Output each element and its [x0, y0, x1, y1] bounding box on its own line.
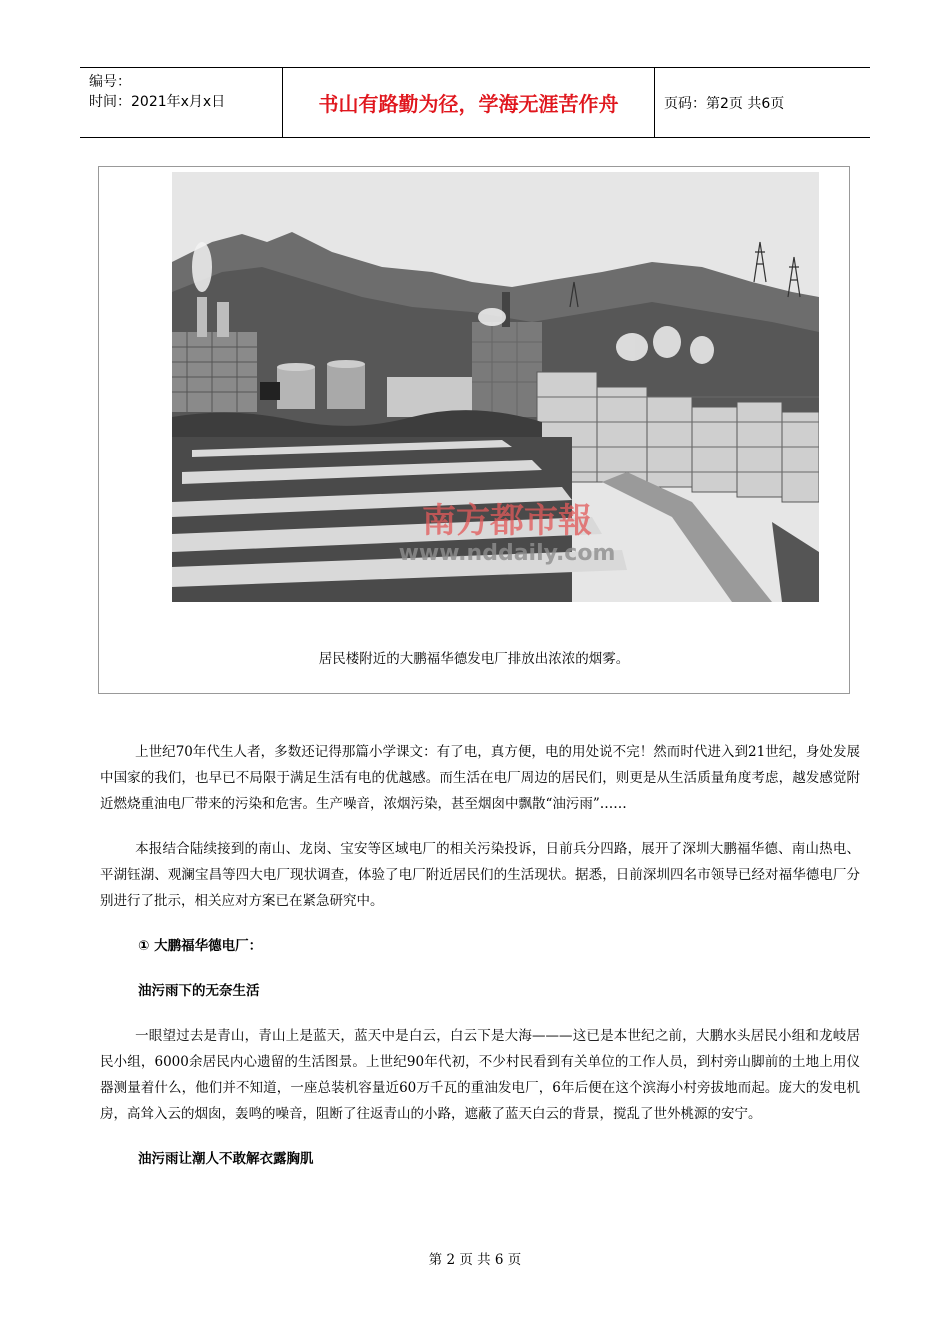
article-body [100, 739, 860, 1191]
header-page-info: 页码：第2页 共6页 [664, 95, 785, 112]
page-header [80, 67, 870, 138]
paragraph-1: 上世纪70年代生人者，多数还记得那篇小学课文：有了电，真方便，电的用处说不完！然而时代进入到21世纪，身处发展中国家的我们，也早已不局限于满足生活有电的优越感。而生活在电厂周边的居民们，则更是从生活质量角度考虑，越发感觉附近燃烧重油电厂带来的污染和危害。生产噪音，浓烟污染，甚至烟囱中飘散“油污雨”…… [100, 744, 860, 812]
subheading-2: 油污雨让潮人不敢解衣露胸肌 [138, 1151, 314, 1167]
photo-caption: 居民楼附近的大鹏福华德发电厂排放出浓浓的烟雾。 [318, 651, 630, 667]
watermark-url: www.nddaily.com [398, 541, 616, 566]
watermark-name: 南方都市報 [422, 501, 592, 541]
photo-figure [98, 166, 850, 694]
page-footer: 第 2 页 共 6 页 [428, 1252, 522, 1268]
header-motto: 书山有路勤为径，学海无涯苦作舟 [282, 68, 655, 137]
paragraph-3: 一眼望过去是青山，青山上是蓝天，蓝天中是白云，白云下是大海———这已是本世纪之前，大鹏水头居民小组和龙岐居民小组，6000余居民内心遗留的生活图景。上世纪90年代初，不少村民看到有关单位的工作人员，到村旁山脚前的土地上用仪器测量着什么，他们并不知道，一座总装机容量近60万千瓦的重油发电厂，6年后便在这个滨海小村旁拔地而起。庞大的发电机房，高耸入云的烟囱，轰鸣的噪音，阻断了往返青山的小路，遮蔽了蓝天白云的背景，搅乱了世外桃源的安宁。 [100, 1028, 860, 1122]
section-heading: ① 大鹏福华德电厂： [138, 938, 263, 954]
number-label: 编号： [89, 74, 131, 90]
subheading-1: 油污雨下的无奈生活 [138, 983, 260, 999]
power-plant-photo [172, 172, 819, 602]
time-label: 时间：2021年x月x日 [89, 94, 226, 110]
header-meta [80, 68, 282, 137]
paragraph-2: 本报结合陆续接到的南山、龙岗、宝安等区域电厂的相关污染投诉，日前兵分四路，展开了深圳大鹏福华德、南山热电、平湖钰湖、观澜宝昌等四大电厂现状调查，体验了电厂附近居民们的生活现状。据悉，日前深圳四名市领导已经对福华德电厂分别进行了批示，相关应对方案已在紧急研究中。 [100, 841, 860, 909]
